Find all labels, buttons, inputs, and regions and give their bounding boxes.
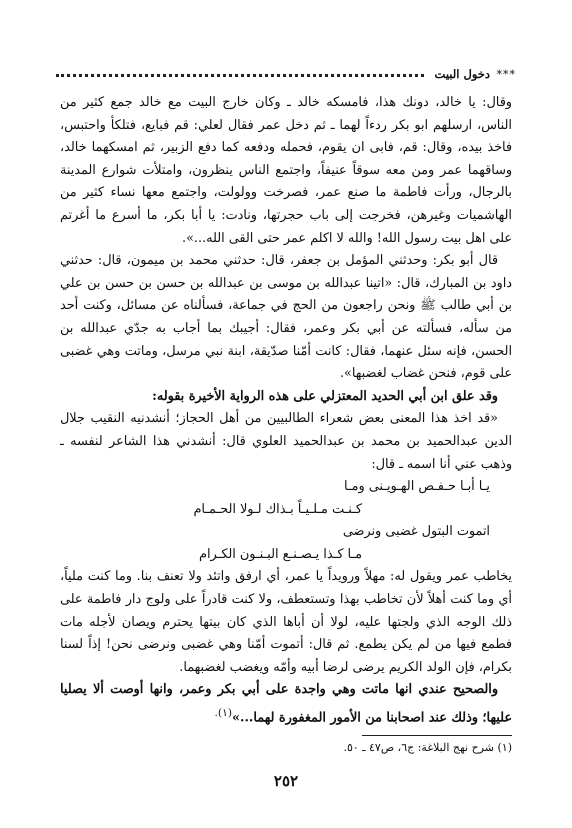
paragraph-2: قال أبو بكر: وحدثني المؤمل بن جعفر، قال: حدثني محمد بن ميمون، قال: حدثني داود بن المبارك، قال: «اتينا عبدالله بن موسى بن عبدالله بن حسن بن حسن بن علي بن أبي طالب ﷺ ونحن راجعون من الحج في جماعة، فسألناه عن مسائل، وكنت أحد من سأله، فسألته عن أبي بكر وعمر، فقال: أجيبك بما أجاب به جدّي عبدالله بن الحسن، فإنه سئل عنهما، فقال: كانت أمّنا صدّيقة، ابنة نبي مرسل، وماتت وهي غضبى على قوم، فنحن غضاب لغضبها». (60, 253, 512, 382)
verse-line (60, 544, 512, 567)
verse-hemistich: مـا كـذا يـصـنـع البـنـون الكـرام (199, 546, 362, 562)
verse-hemistich: اتموت البتول غضبى ونرضى (342, 524, 490, 540)
page-number: ٢٥٢ (273, 772, 299, 790)
header-stars: *** (496, 68, 516, 81)
paragraph-1: وقال: يا خالد، دونك هذا، فامسكه خالد ـ وكان خارج البيت مع خالد جمع كثير من الناس، ارسلهم ابو بكر ردءاً لهما ـ ثم دخل عمر فقال لعلي: قم فبايع، فتلكأ واحتبس، فاخذ بيده، وقال: قم، فابى ان يقوم، فحمله ودفعه كما دفع الزبير، ثم امسكهما خالد، وساقهما عمر ومن معه سوقاً عنيفاً، واجتمع الناس ينظرون، وامتلأت شوارع المدينة بالرجال، ورأت فاطمة ما صنع عمر، فصرخت وولولت، واجتمع معها نساء كثير من الهاشميات وغيرهن، فخرجت إلى باب حجرتها، ونادت: يا أبا بكر، ما أسرع ما أغرتم على اهل بيت رسول الله! والله لا اكلم عمر حتى القى الله...». (60, 95, 512, 246)
paragraph-6-text: والصحيح عندي انها ماتت وهي واجدة على أبي بكر وعمر، وانها أوصت ألا يصليا عليها؛ وذلك عند اصحابنا من الأمور المغفورة لهما...» (60, 682, 512, 726)
chapter-title: دخول البيت (434, 67, 490, 81)
footnote-rule (362, 735, 512, 736)
verse-line (60, 476, 512, 499)
paragraph-3: وقد علق ابن أبي الحديد المعتزلي على هذه الرواية الأخيرة بقوله: (152, 388, 498, 404)
verse-line (60, 499, 512, 522)
verse-hemistich: كـنـت مـلـيـاً بـذاك لـولا الحـمـام (193, 501, 362, 517)
footnote: (١) شرح نهج البلاغة: ج٦، ص٤٧ ـ ٥٠. (343, 741, 512, 754)
paragraph-5: يخاطب عمر ويقول له: مهلاً ورويداً يا عمر، أي ارفق واتئد ولا تعنف بنا. وما كنت ملياً، أي وما كنت أهلاً لأن تخاطب بهذا وتستعطف، ولا كنت قادراً على ولوج دار فاطمة على ذلك الوجه الذي ولجتها عليه، لولا أن أباها الذي كان بيتها يحترم ويصان لأجله مات فطمع فيها من لم يكن يطمع. ثم قال: أتموت أمّنا وهي غضبى ونرضى نحن! إذاً لسنا بكرام، فإن الولد الكريم يرضى لرضا أبيه وأمّه ويغضب لغضبهما. (60, 569, 512, 675)
verse-hemistich: يـا أبـا حـفـص الهـويـنى ومـا (343, 479, 490, 495)
page-body (60, 92, 512, 730)
verse-line (60, 521, 512, 544)
paragraph-4: «قد اخذ هذا المعنى بعض شعراء الطالبيين من أهل الحجاز؛ أنشدنيه النقيب جلال الدين عبدالحميد بن محمد بن عبدالحميد العلوي قال: أنشدني هذا الشاعر لنفسه ـ وذهب عني أنا اسمه ـ قال: (60, 411, 512, 472)
running-header (56, 66, 516, 84)
header-dotted-rule (56, 74, 424, 77)
footnote-ref: (١). (214, 706, 232, 720)
paragraph-6 (60, 679, 512, 729)
